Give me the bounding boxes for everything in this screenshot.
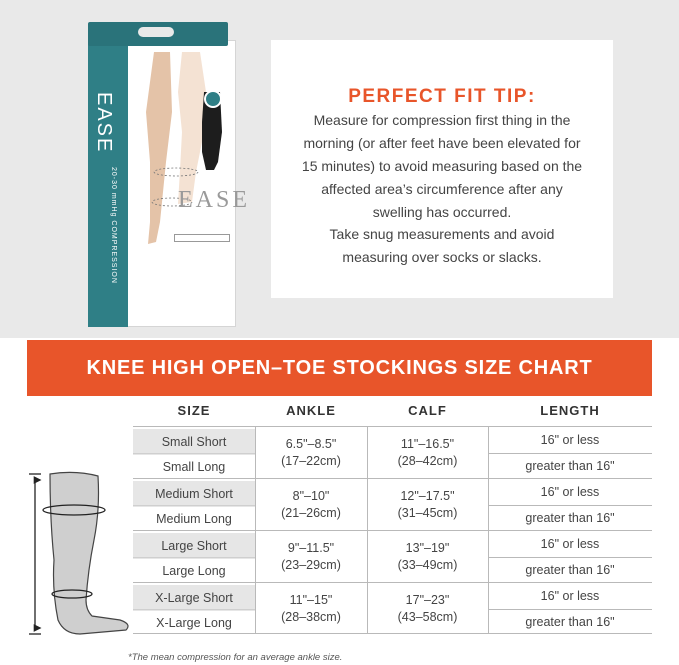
box-brand-logo: EASE	[178, 187, 250, 213]
calf-cell	[367, 427, 488, 479]
box-hanger-hole	[138, 27, 174, 37]
ankle-cell	[255, 427, 367, 479]
calf-inches: 11"–16.5"	[400, 437, 455, 451]
leg-measurement-diagram	[20, 470, 135, 640]
product-box-image	[78, 22, 250, 327]
length-cell: greater than 16"	[525, 615, 615, 629]
tip-paragraph-1: Measure for compression first thing in the morning (or after feet have been elevated for 15 minutes) to avoid measuring based on the affected area’s circumference after any swelling has occurred.	[301, 112, 583, 220]
size-group-large	[133, 530, 652, 582]
tip-paragraph-2: Take snug measurements and avoid measuring over socks or slacks.	[329, 226, 555, 265]
calf-cm: (43–58cm)	[397, 610, 458, 624]
calf-cell	[367, 531, 488, 583]
column-header-size: SIZE	[177, 403, 211, 418]
size-chart-title: KNEE HIGH OPEN–TOE STOCKINGS SIZE CHART	[86, 356, 593, 379]
perfect-fit-tip-card	[271, 40, 613, 298]
length-cell: 16" or less	[540, 485, 600, 499]
size-group-small	[133, 426, 652, 478]
calf-cm: (33–49cm)	[397, 558, 458, 572]
ankle-inches: 11"–15"	[289, 593, 333, 607]
calf-cell	[367, 479, 488, 531]
ankle-cm: (23–29cm)	[281, 558, 341, 572]
calf-cm: (31–45cm)	[397, 506, 458, 520]
ankle-cell	[255, 531, 367, 583]
length-cell: 16" or less	[540, 537, 600, 551]
footnote: *The mean compression for an average ankle size.	[128, 652, 343, 663]
ankle-inches: 6.5"–8.5"	[285, 437, 337, 451]
box-badge-icon	[204, 90, 222, 108]
ankle-cm: (21–26cm)	[281, 506, 341, 520]
size-cell: X-Large Short	[133, 585, 255, 611]
column-header-length: LENGTH	[540, 403, 600, 418]
length-cell: greater than 16"	[525, 459, 615, 473]
ankle-cell	[255, 583, 367, 635]
ankle-inches: 8"–10"	[292, 489, 330, 503]
calf-inches: 12"–17.5"	[400, 489, 455, 503]
size-cell: Large Short	[133, 533, 255, 559]
length-cell: 16" or less	[540, 433, 600, 447]
column-header-ankle: ANKLE	[286, 403, 336, 418]
length-cell: greater than 16"	[525, 563, 615, 577]
size-cell: X-Large Long	[133, 610, 255, 636]
box-label-bar	[174, 234, 230, 242]
size-chart-banner	[27, 340, 652, 396]
tip-title: PERFECT FIT TIP:	[348, 86, 536, 107]
calf-inches: 13"–19"	[405, 541, 450, 555]
size-cell: Medium Short	[133, 481, 255, 507]
size-chart-table	[133, 426, 652, 634]
ankle-inches: 9"–11.5"	[287, 541, 335, 555]
size-cell: Large Long	[133, 558, 255, 584]
stocking-shape	[50, 472, 128, 634]
calf-cm: (28–42cm)	[397, 454, 458, 468]
size-cell: Small Long	[133, 454, 255, 480]
ankle-cm: (17–22cm)	[281, 454, 341, 468]
length-cell: greater than 16"	[525, 511, 615, 525]
box-spine-panel	[88, 40, 128, 327]
size-cell: Small Short	[133, 429, 255, 455]
size-cell: Medium Long	[133, 506, 255, 532]
calf-cell	[367, 583, 488, 635]
box-spine-brand: EASE	[93, 92, 115, 154]
size-group-medium	[133, 478, 652, 530]
ankle-cell	[255, 479, 367, 531]
size-group-xlarge	[133, 582, 652, 634]
box-spine-spec: 20-30 mmHg COMPRESSION	[110, 167, 117, 284]
length-cell: 16" or less	[540, 589, 600, 603]
calf-inches: 17"–23"	[405, 593, 450, 607]
box-model-legs-image	[136, 52, 226, 252]
column-header-calf: CALF	[408, 403, 447, 418]
ankle-cm: (28–38cm)	[281, 610, 341, 624]
